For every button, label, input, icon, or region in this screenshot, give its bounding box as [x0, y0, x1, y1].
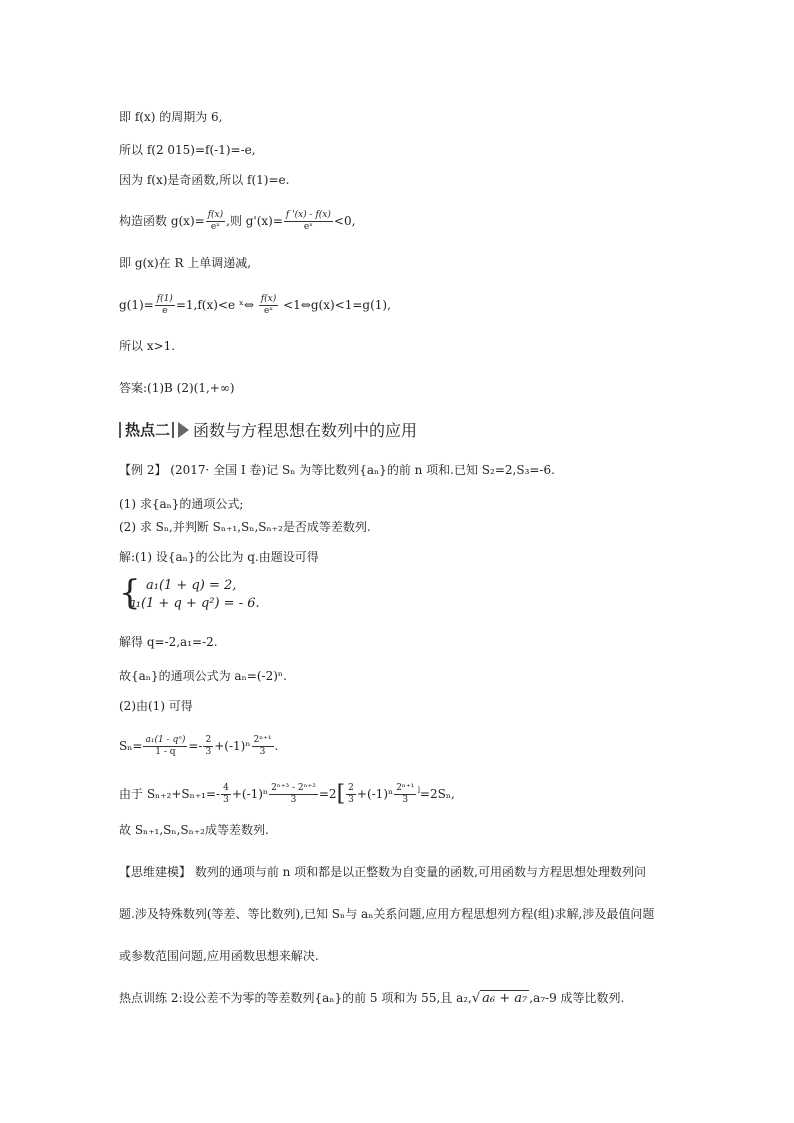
- fraction: $\frac{2}{3}$: [348, 783, 354, 805]
- thinking-paragraph: 【思维建模】 数列的通项与前 n 项和都是以正整数为自变量的函数,可用函数与方程思想处理数列问: [119, 865, 646, 879]
- divider: [119, 422, 121, 438]
- text: +(-1)ⁿ: [231, 787, 269, 801]
- solution-line: 解:(1) 设{aₙ}的公比为 q.由题设可得: [119, 550, 319, 564]
- text-line: 因为 f(x)是奇函数,所以 f(1)=e.: [119, 173, 290, 187]
- text-line: 即 g(x)在 R 上单调递减,: [119, 256, 252, 270]
- section-heading: [119, 418, 417, 441]
- bracket-close: ]: [417, 786, 420, 794]
- fraction: $\frac{f(x)}{\text{eˣ}}$: [260, 294, 277, 316]
- play-triangle-icon: [178, 422, 189, 438]
- section-title: 函数与方程思想在数列中的应用: [193, 421, 418, 440]
- solution-line: 故{aₙ}的通项公式为 aₙ=(-2)ⁿ.: [119, 669, 287, 683]
- fraction: $\frac{\text{a₁(1 - qⁿ)}}{1 - q}$: [145, 735, 186, 757]
- training-line: [119, 990, 624, 1007]
- fraction: $\frac{\text{2ⁿ⁺¹}}{3}$: [396, 783, 415, 805]
- conclusion-line: 故 Sₙ₊₁,Sₙ,Sₙ₊₂成等差数列.: [119, 823, 269, 837]
- text: g(1)=: [119, 298, 154, 312]
- text: =2: [318, 787, 337, 801]
- fraction: $\frac{4}{3}$: [223, 783, 229, 805]
- fraction: $\frac{\text{2ⁿ⁺¹}}{3}$: [253, 735, 272, 757]
- bracket-symbol: [: [336, 781, 346, 807]
- formula-sum: [119, 782, 455, 806]
- text: <0,: [333, 214, 356, 228]
- text: =2Sₙ,: [419, 787, 455, 801]
- text-line: 即 f(x) 的周期为 6,: [119, 110, 223, 124]
- square-root: √ a₆ + a₇: [471, 990, 528, 1006]
- solution-line: 解得 q=-2,a₁=-2.: [119, 635, 218, 649]
- text-line: 所以 x>1.: [119, 339, 176, 353]
- fraction: $\frac{\text{2ⁿ⁺³ - 2ⁿ⁺²}}{3}$: [271, 783, 316, 805]
- equation: a₁(1 + q + q²) = - 6.: [128, 596, 260, 611]
- brace-symbol: {: [119, 573, 141, 613]
- section-tag: 热点二: [125, 421, 171, 439]
- thinking-paragraph: 或参数范围问题,应用函数思想来解决.: [119, 949, 319, 963]
- formula-sn: [119, 735, 278, 758]
- fraction: $\frac{2}{3}$: [205, 735, 212, 757]
- text: ,则 g'(x)=: [226, 214, 283, 228]
- text: Sₙ=: [119, 739, 143, 753]
- text-line-construct: [119, 210, 355, 233]
- text: .: [274, 739, 279, 753]
- text: =-: [188, 739, 203, 753]
- text-line: 所以 f(2 015)=f(-1)=-e,: [119, 143, 256, 157]
- solution-line: (2)由(1) 可得: [119, 699, 193, 713]
- text: 热点训练 2:设公差不为零的等差数列{aₙ}的前 5 项和为 55,且 a₂,: [119, 991, 472, 1005]
- text: 由于 Sₙ₊₂+Sₙ₊₁=-: [119, 787, 221, 801]
- text: ,a₇-9 成等比数列.: [529, 991, 625, 1005]
- question-1: (1) 求{aₙ}的通项公式;: [119, 497, 244, 511]
- question-2: (2) 求 Sₙ,并判断 Sₙ₊₁,Sₙ,Sₙ₊₂是否成等差数列.: [119, 520, 371, 534]
- fraction: $\frac{f(1)}{e}$: [156, 294, 173, 316]
- thinking-paragraph: 题.涉及特殊数列(等差、等比数列),已知 Sₙ与 aₙ关系问题,应用方程思想列方程(组)求解,涉及最值问题: [119, 907, 655, 921]
- divider: [172, 422, 174, 438]
- example-heading: 【例 2】 (2017· 全国 Ⅰ 卷)记 Sₙ 为等比数列{aₙ}的前 n 项和.已知 S₂=2,S₃=-6.: [119, 463, 555, 477]
- fraction: $\frac{f(x)}{\text{eˣ}}$: [207, 210, 224, 232]
- text: 构造函数 g(x)=: [119, 214, 205, 228]
- text: +(-1)ⁿ: [214, 739, 251, 753]
- text: <1⇔g(x)<1=g(1),: [279, 298, 391, 312]
- text-line-g1: [119, 294, 391, 317]
- text: +(-1)ⁿ: [356, 787, 394, 801]
- fraction: $\frac{f '(x) - f(x)}{\text{eˣ}}$: [285, 210, 331, 232]
- answer-line: 答案:(1)B (2)(1,+∞): [119, 381, 235, 395]
- text: =1,f(x)<e ˣ⇔: [175, 298, 258, 312]
- equation: a₁(1 + q) = 2,: [146, 578, 237, 593]
